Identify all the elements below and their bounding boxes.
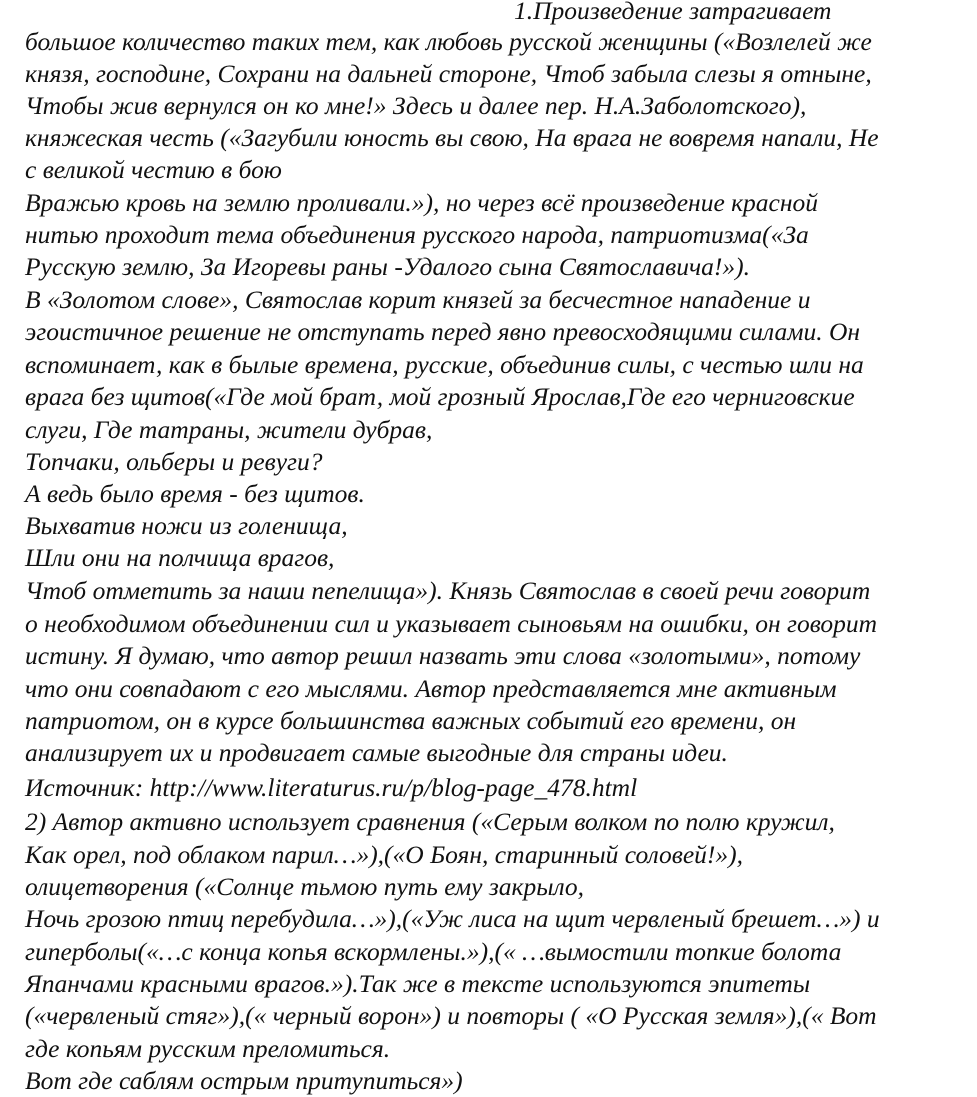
text-line: Чтобы жив вернулся он ко мне!» Здесь и далее пер. Н.А.Заболотского), bbox=[25, 91, 807, 120]
text-line: князя, господине, Сохрани на дальней стороне, Чтоб забыла слезы я отныне, bbox=[25, 59, 872, 88]
text-line: анализирует их и продвигает самые выгодные для страны идеи. bbox=[25, 738, 728, 767]
text-line: эгоистичное решение не отступать перед явно превосходящими силами. Он bbox=[25, 317, 861, 346]
text-line: А ведь было время - без щитов. bbox=[25, 479, 365, 508]
text-line: Топчаки, ольберы и ревуги? bbox=[25, 447, 323, 476]
text-line: 2) Автор активно использует сравнения («Серым волком по полю кружил, bbox=[25, 807, 835, 836]
heading-line: 1.Произведение затрагивает bbox=[514, 0, 832, 25]
text-line: патриотом, он в курсе большинства важных событий его времени, он bbox=[25, 706, 797, 735]
text-line: о необходимом объединении сил и указывает сыновьям на ошибки, он говорит bbox=[25, 609, 878, 638]
text-line: княжеская честь («Загубили юность вы свою, На врага не вовремя напали, Не bbox=[25, 123, 879, 152]
text-line: вспоминает, как в былые времена, русские, объединив силы, с честью шли на bbox=[25, 350, 864, 379]
text-line: («червленый стяг»),(« черный ворон») и повторы ( «О Русская земля»),(« Вот bbox=[25, 1001, 877, 1030]
text-line: большое количество таких тем, как любовь русской женщины («Возлелей же bbox=[25, 27, 872, 56]
text-line: В «Золотом слове», Святослав корит князей за бесчестное нападение и bbox=[25, 285, 811, 314]
text-line: врага без щитов(«Где мой брат, мой грозный Ярослав,Где его черниговские bbox=[25, 382, 855, 411]
text-line: слуги, Где татраны, жители дубрав, bbox=[25, 415, 433, 444]
text-line: Как орел, под облаком парил…»),(«О Боян, старинный соловей!»), bbox=[25, 840, 744, 869]
text-line: Ночь грозою птиц перебудила…»),(«Уж лиса на щит червленый брешет…») и bbox=[25, 904, 880, 933]
text-line: с великой честию в бою bbox=[25, 155, 282, 184]
text-line: Выхватив ножи из голенища, bbox=[25, 511, 348, 540]
text-line: Русскую землю, За Игоревы раны -Удалого сына Святославича!»). bbox=[25, 252, 751, 281]
text-line: Япанчами красными врагов.»).Так же в тексте используются эпитеты bbox=[25, 969, 811, 998]
text-line: Шли они на полчища врагов, bbox=[25, 543, 335, 572]
text-line: Вот где саблям острым притупиться») bbox=[25, 1066, 463, 1095]
source-line: Источник: http://www.literaturus.ru/p/blog-page_478.html bbox=[25, 773, 638, 802]
text-line: Вражью кровь на землю проливали.»), но через всё произведение красной bbox=[25, 188, 819, 217]
text-line: нитью проходит тема объединения русского народа, патриотизма(«За bbox=[25, 220, 809, 249]
text-line: олицетворения («Солнце тьмою путь ему закрыло, bbox=[25, 872, 585, 901]
text-line: Чтоб отметить за наши пепелища»). Князь Святослав в своей речи говорит bbox=[25, 576, 871, 605]
text-line: где копьям русским преломиться. bbox=[25, 1034, 391, 1063]
text-line: гиперболы(«…с конца копья вскормлены.»),(« …вымостили топкие болота bbox=[25, 937, 842, 966]
text-line: что они совпадают с его мыслями. Автор представляется мне активным bbox=[25, 674, 837, 703]
text-line: истину. Я думаю, что автор решил назвать эти слова «золотыми», потому bbox=[25, 641, 861, 670]
